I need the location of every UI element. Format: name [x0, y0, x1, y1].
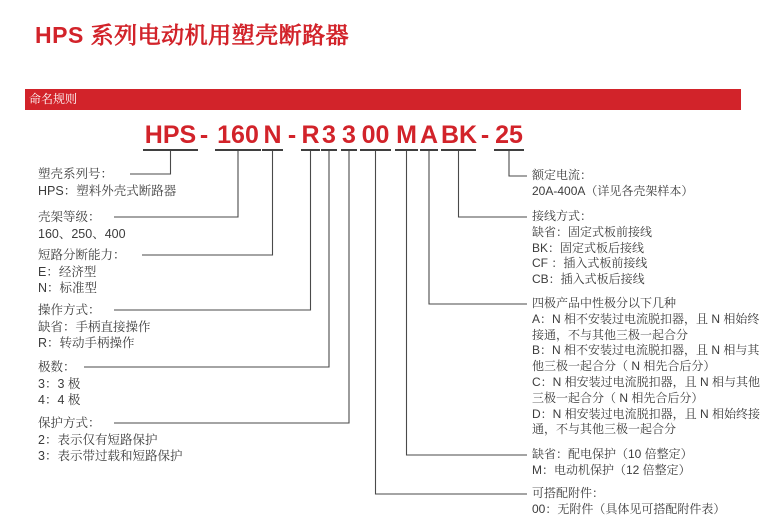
callout-wiring-mode — [532, 209, 652, 288]
connector-accessory — [376, 151, 528, 494]
callout-breaking-capacity — [38, 247, 126, 297]
callout-line: N：标准型 — [38, 281, 98, 295]
callout-protection-mode — [38, 415, 182, 465]
connector-category — [407, 151, 528, 455]
callout-label: 缺省：配电保护（10 倍整定） — [532, 447, 693, 461]
page-title: HPS 系列电动机用塑壳断路器 — [35, 22, 350, 48]
callout-neutral-pole-types — [532, 296, 760, 438]
code-segment-neutral: A — [420, 121, 439, 149]
connector-neutral — [429, 151, 527, 304]
callout-label: 极数： — [38, 360, 76, 374]
callout-line: R：转动手柄操作 — [38, 336, 135, 350]
code-segment-current: 25 — [495, 121, 523, 149]
callout-line: M：电动机保护（12 倍整定） — [532, 462, 691, 477]
callout-line: 他三极一起合分（ N 相先合后分） — [532, 359, 716, 374]
callout-line: C：N 相安装过电流脱扣器，且 N 相与其他 — [532, 374, 761, 389]
callout-label: 保护方式： — [38, 416, 101, 430]
callout-label: 操作方式： — [38, 303, 101, 317]
callout-line: 缺省：固定式板前接线 — [532, 224, 653, 239]
callout-line: 三极一起合分（ N 相先合后分） — [532, 390, 704, 405]
callout-line: 20A-400A（详见各壳架样本） — [532, 183, 694, 198]
callout-line: E：经济型 — [38, 264, 97, 279]
callout-accessories — [532, 486, 725, 518]
code-segment-wiring: BK — [441, 121, 478, 149]
callout-line: 3：3 极 — [38, 376, 81, 391]
callout-series-number — [38, 166, 176, 199]
connector-current — [509, 151, 527, 176]
code-separator: - — [480, 121, 490, 149]
code-segment-frame: 160 — [215, 122, 261, 151]
callout-line: B：N 相不安装过电流脱扣器，且 N 相与其 — [532, 343, 760, 358]
callout-operation-mode — [38, 302, 151, 352]
code-segment-protection: 3 — [342, 121, 356, 149]
callout-line: D：N 相安装过电流脱扣器，且 N 相始终接 — [532, 406, 761, 421]
model-code — [0, 122, 766, 154]
section-bar-label: 命名规则 — [29, 92, 78, 106]
callout-line: HPS：塑料外壳式断路器 — [38, 183, 177, 198]
callout-label: 壳架等级： — [38, 210, 101, 224]
callout-label: 额定电流： — [532, 168, 593, 182]
callout-line: 接通，不与其他三极一起合分 — [532, 327, 689, 342]
callout-label: 接线方式： — [532, 209, 593, 223]
callout-line: 4：4 极 — [38, 393, 81, 407]
callout-line: CB：插入式板后接线 — [532, 272, 645, 287]
callout-label: 短路分断能力： — [38, 248, 126, 262]
callout-line: A：N 相不安装过电流脱扣器，且 N 相始终 — [532, 311, 760, 326]
code-segment-poles: 3 — [322, 121, 336, 149]
callout-label: 四极产品中性极分以下几种 — [532, 296, 677, 310]
callout-line: 通，不与其他三极一起合分 — [532, 422, 677, 437]
callout-line: BK：固定式板后接线 — [532, 240, 645, 255]
connector-wiring — [459, 151, 528, 217]
callout-protection-category — [532, 447, 693, 479]
callout-rated-current — [532, 168, 693, 200]
callout-line: 3：表示带过载和短路保护 — [38, 449, 183, 463]
code-segment-category: M — [396, 121, 417, 149]
callout-poles — [38, 359, 80, 409]
code-segment-operation: R — [301, 121, 320, 149]
callout-line: CF ：插入式板前接线 — [532, 256, 648, 271]
callout-frame-level — [38, 209, 126, 242]
code-segment-accessory: 00 — [361, 121, 390, 149]
section-bar — [25, 89, 741, 110]
callout-line: 2：表示仅有短路保护 — [38, 432, 158, 447]
callout-line: 缺省：手柄直接操作 — [38, 319, 151, 334]
callout-label: 塑壳系列号： — [38, 167, 114, 181]
callout-label: 可搭配附件： — [532, 486, 605, 500]
code-segment-series: HPS — [144, 121, 197, 149]
code-separator: - — [199, 121, 209, 149]
callout-line: 00：无附件（具体见可搭配附件表） — [532, 501, 726, 516]
callout-line: 160、250、400 — [38, 226, 126, 241]
code-separator: - — [287, 121, 297, 149]
code-segment-breaking: N — [263, 121, 282, 149]
